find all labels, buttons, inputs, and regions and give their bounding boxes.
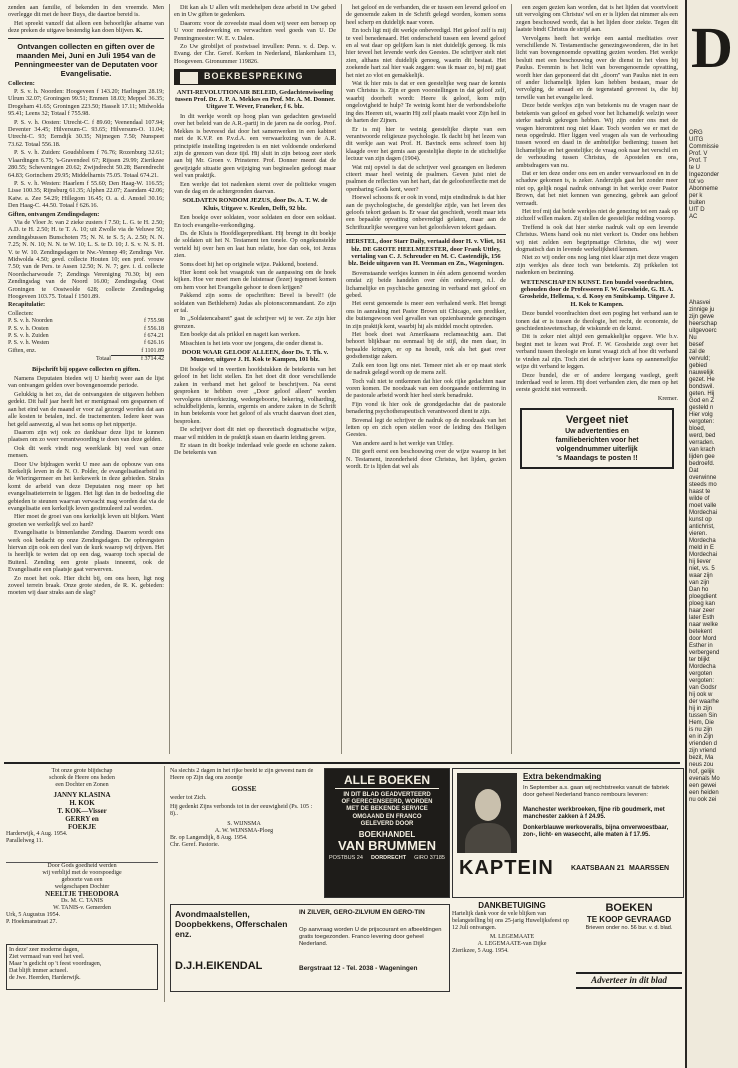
review-3-cont-paragraph-5: Wat mij opviel is dat de schrijver veel gezangen en liederen citeert maar heel weinig de psalmen. Geven juist niet de psalmen de reflecties van het hart, dat de geloofsreflectie met de openbaring Gods kent, weer? xyxy=(346,163,506,193)
column-2 xyxy=(174,4,336,754)
recap-table xyxy=(8,318,164,363)
edge-line-69: evenals Mo xyxy=(689,776,720,782)
recap-value-cell: f 626.16 xyxy=(144,340,164,347)
edge-word-7: Ingezonder xyxy=(689,172,720,178)
edge-line-12: gezet. He xyxy=(689,377,715,383)
edge-line-17: Hier volg xyxy=(689,412,713,418)
edge-line-45: haar zeer xyxy=(689,608,715,614)
recap-row xyxy=(8,348,164,356)
column-rule xyxy=(169,4,170,754)
review-3-cont-paragraph-6: Hoewel schoons ik er ook in vond, mijn eindindruk is dat hier aan de psychologische, de geestelijke zijde, van het leven des geloofs tekort gedaan is. Er waar dat geschiedt, wordt maar iets een bepaalde opvatting onbevredigd gelaten, maar aan de Schriftuurlijke weergave van het geloofsleven tekort gedaan. xyxy=(346,194,506,231)
review-3-cont-paragraph-4: Er is mij hier te weinig geestelijke diepte van een verantwoorde religieuze psychologie. Ik dacht bij het lezen van dit werkje aan wat Prof. H. Bavinck eens schreef toen hij klaagde over het gemis aan geestelijke diepte in de stichtelijke lectuur van zijn dagen (1904). xyxy=(346,125,506,163)
edge-word-1: ORG xyxy=(689,130,703,136)
edge-line-10: gebied xyxy=(689,363,708,369)
edge-line-11: nauwelijk xyxy=(689,370,714,376)
edge-line-6: Nu xyxy=(689,335,697,341)
edge-word-9: Abonneme xyxy=(689,186,719,192)
birth-2-line-3: geboorte van een xyxy=(61,877,103,883)
death-ad-wijnsma: Na slechts 2 dagen in het rijke beeld te zijn geweest nam de Heere op Zijn dag ons zoontje GOSSE weder tot Zich. Hij gedenkt Zijns verbonds tot in der eeuwigheid (Ps. 105 : 8).. S. WIJNSMA A. W. WIJNSMA-Ploeg Br. op Langendijk, 8 Aug. 1954. Chr. Geref. Pastorie. xyxy=(170,768,318,900)
birth-1-name-5: FOEKJE xyxy=(67,823,96,831)
birth-2-line-1: Door Gods goedheid werden xyxy=(47,863,117,869)
boeken-gevraagd-ad: BOEKEN TE KOOP GEVRAAGD Brieven onder no. 56 bur. v. d. blad. xyxy=(585,902,673,931)
edge-line-38: hij liever xyxy=(689,559,712,565)
review-2-paragraph-3: Soms doet hij het op originele wijze. Pakkend, boeiend. xyxy=(180,260,318,268)
intro-text-2: Het spreekt vanzelf dat alleen een behoorlijke afname van deze preken de uitgave bestendig kan doen blijven. K. xyxy=(8,19,164,35)
recap-label-cell: P. S. v. h. Oosten xyxy=(8,325,49,332)
column-rule xyxy=(511,4,512,754)
review-4-body xyxy=(346,270,506,471)
edge-line-41: van zijn xyxy=(689,580,710,586)
death-signature-1: S. WIJNSMA xyxy=(227,821,261,827)
review-2-paragraph-4: Hier komt ook het vraagstuk van de aanpassing om de hoek kijken. Hoe ver moet men de luisteraar (lezer) tegemoet komen om hem voor het Evangelie gehoor te doen krijgen? xyxy=(174,269,336,291)
review-4-paragraph-6: Fijn vond ik hier ook de grondgedachte dat de pastorale benadering psychotherapeutisch verantwoord dient te zijn. xyxy=(346,400,506,416)
column-3 xyxy=(346,4,506,754)
edge-line-7: besef xyxy=(689,342,704,348)
edge-line-33: antichrist, xyxy=(689,524,715,530)
edge-line-21: verraden. xyxy=(689,440,715,446)
edge-line-51: verbergend xyxy=(689,650,720,656)
bijschrift-paragraph-7: Evangelisatie is binnenlandse Zending. Daarom wordt ons werk ook bedacht op onze Zendingsdagen. De opbrengsten hiervan zijn ook een deel van de kurk waarop wij drijven. Het is heerlijk te weten dat op een dag, waarop toch special de Buitenl. Zending een grote plaats inneemt, ook de Evangelisatie een plaatsje gaat verwerven. xyxy=(8,529,164,574)
edge-line-36: meld in E xyxy=(689,545,715,551)
review-2-body xyxy=(174,214,336,347)
van-brummen-ad: ALLE BOEKEN IN DIT BLAD GEADVERTEERD OF GERECENSEERD, WORDEN MET DE BEKENDE SERVICE OMGAAND EN FRANCO GELEVERD DOOR BOEKHANDEL VAN BRUMMEN POSTBUS 24 DORDRECHT GIRO 37185 xyxy=(324,768,450,898)
bijschrift-paragraph-2: Gelukkig is het zo, dat de ontvangsten de uitgaven hebben gedekt. Dit half jaar heeft het er menigmaal om gespannen of aan het eind van de maand er voor zal gezorgd worden dat aan alle kosten te betalen, incl. de tractementen. Iedere keer was het geld aanwezig, al was het soms op het nippertje. xyxy=(8,390,164,428)
collecten-noorden: P. S. v. h. Noorden: Hoogeveen f 143.20; Harlingen 28.19; Ulrum 32.07; Groningen 99.51; Emmen 18.03; Meppel 36.35; Drogeham 41.65; Groningen 223.50; Hasselt 17.11; Midwolda 95.41; Leens 32; Totaal f 755.98. xyxy=(8,88,164,118)
review-signature: Kremer. xyxy=(657,394,678,402)
review-3-paragraph-2: De schrijver doet dit niet op theoretisch dogmatische wijze, maar wil midden in de praktijk staan en daarin leiding geven. xyxy=(174,426,336,441)
recap-label-cell: P. S. v. h. Noorden xyxy=(8,318,53,325)
edge-line-26: overwinne xyxy=(689,475,717,481)
review-3-cont-paragraph-2: En toch ligt mij dit werkje onbevredigd. Het geloof zelf is mij te veel benedenaard. Het onderscheid tussen een levend geloof en al wat daar op gelijken kan is niet duidelijk genoeg. Ik mis hier teveel het levende werk des Geestes. De schrijver stelt niet zien, althans niet duidelijk genoeg, waarin dit bestaat. Het zoekende hart zal hier vaak zeggen: was ik maar zo, bij mij gaat het niet zo vlot en gemakkelijk. xyxy=(346,27,506,79)
vergeet-line-4: 's Maandags te posten !! xyxy=(556,455,638,463)
edge-line-39: niet, vs. 5 xyxy=(689,566,715,572)
recap-row xyxy=(8,318,164,325)
recap-sub: Collecten: xyxy=(8,309,34,317)
birth-1-name-2: H. KOK xyxy=(69,799,95,807)
brummen-line-5: GELEVERD DOOR xyxy=(360,820,414,827)
edge-line-64: vrienden d xyxy=(689,741,718,747)
edge-word-10: per k xyxy=(689,193,703,199)
review-2-paragraph-1: Een boekje over soldaten, voor soldaten en door een soldaat. En toch evangelie-verkondiging. xyxy=(174,214,336,229)
edge-line-5: uitgevoerc xyxy=(689,328,717,334)
review-4-cont-paragraph-2: Vervolgens heeft het werkje een aantal meditaties over verschillende N. Testamentische genezingswonderen, die in het licht van bovengenoemde opvatting gezien worden. Het werkje besluit met een beschouwing over de dienst in het vlees bij Paulus. Evenmin is het licht van bovengenoemde opvatting, wordt hier dan geponeerd dat dit ,,doorn'' van Paulus niet in een of ander lichamelijk lijden kan hebben bestaan, maar de vervolging, de smaad en de tegenstand gevreest is, die hij terwille van het evangelie leed. xyxy=(516,34,678,101)
vergeet-line-1: Uw advertenties en xyxy=(565,428,629,436)
review-4-paragraph-8: Van andere aard is het werkje van Uttley. xyxy=(352,439,454,447)
review-1-paragraph-1: In dit werkje wordt op hoog plan van gedachten gewisseld over het beleid van de A.R.-partij in de jaren na de oorlog. Prof. Mekkes is bevreesd dat door het samenwerken in een kabinet met de K.V.P. en P.v.d.A. een verwaarlozing van de A.R. principiële instelling ingetreden is en niet voldoende onderkend zijn de grenzen van deze tijd. Hij sluit in zijn betoog zeer sterk aan bij Mr. Groen v. Prinsterer. Prof. Donner meent dat de gewijzigde situatie geen wijziging van beginselen gedoogt maar wel van praktijk. xyxy=(174,112,336,180)
advertisement-area xyxy=(0,762,685,1068)
bijschrift-body xyxy=(8,375,164,597)
edge-word-4: Prof. V xyxy=(689,151,708,157)
birth-1-name-1: JANNY KLASINA xyxy=(53,791,111,799)
birth-2-parent-1: Ds. M. C. TANIS xyxy=(60,898,104,904)
recap-label: Recapitulatie: xyxy=(8,301,46,309)
review-4-cont-paragraph-7: Niet zo wij onder ons nog lang niet klaar zijn met deze vragen zijn werkjes als deze toch van betekenis. Zij prikkelen tot nadenken en bezinning. xyxy=(516,254,678,277)
review-3-continued xyxy=(346,4,506,231)
edge-line-47: naar welke xyxy=(689,622,719,628)
edge-line-52: ter blijkt xyxy=(689,657,710,663)
edge-line-20: werd, bed xyxy=(689,433,716,439)
review-2-paragraph-7: Een boekje dat als prikkel en nageit kan werken. xyxy=(180,331,301,339)
review-2-heading: SOLDATEN RONDOM JEZUS, door Ds. A. T. W. de Kluis, Uitgave v. Keulen, Delft, 92 blz. xyxy=(182,197,328,212)
divider xyxy=(346,234,506,235)
review-2-paragraph-8: Misschien is het iets voor uw jongens, die onder dienst is. xyxy=(180,339,323,347)
adverteer-slogan: Adverteer in dit blad xyxy=(576,972,682,989)
edge-line-29: wilde of xyxy=(689,496,710,502)
edge-line-70: een gewei xyxy=(689,783,717,789)
review-5-heading: WETENSCHAP EN KUNST. Een bundel voordrachten, gehouden door de Professoren F. W. Grosheide, G. H. A. Grosheide, Hellema, v. d. Kooy en Smitskamp. Uitgave J. H. Kok te Kampen. xyxy=(519,278,675,308)
edge-line-43: ploegdient xyxy=(689,594,717,600)
column-4 xyxy=(516,4,678,754)
giften-text: Via de Vloer Jr. van 2 zieke zusters f 7.50; L. G. te H. 2.50; A.D. te H. 2.50; H. te T. A. 10; uit Zwolle via de Veluwe 50; zendingsbussen Bunschoten 75; N. N. te S. 5; A. 2.50; N. N. 7.25; N. N. 10; N. N. te W. 10; L. S. te D. 10; J. S. v. N. S. H. V. te W. 10. Zendingsdagen te Nw.-Vennep 49; Zendings Ver. Midwolda 4.50; gevd. collecte Houten 10; een prof. vrouw 7.50; van de Pers. te Assen 12.50; N. N. 7; gev. i. d. collecte Noordscharwoude 7; Zendings Vereniging 70.30; bij een Zendingsdag van de Noord 16.00; Zendingsdag Oost Groningen te Oostwolde 628; collecte Zendingsdag Hoogeveen 103.75. Totaal f 1501.89. xyxy=(8,218,164,300)
edge-word-2: UITG xyxy=(689,137,704,143)
review-4-paragraph-1: Bovenstaande werkjes kunnen in één adem genoemd worden omdat zij beide handelen over één onderwerp, n.l. de lichamelijke en psychische genezing in verband met geloof en gebed. xyxy=(346,269,506,300)
recap-label-cell: Giften, enz. xyxy=(8,348,37,355)
review-2-paragraph-5: Pakkend zijn soms de opschriften: Bevel is bevel!! (de soldaten van Bethlehem) Judas als plotonscommandant. Zo zijn er tal. xyxy=(174,292,336,315)
review-3-cont-paragraph-1: het geloof en de verbanden, die er tussen een levend geloof en de genoemde zaken in de Schrift gelegd worden, komen soms heel scherp en duidelijk naar voren. xyxy=(346,4,506,26)
bijschrift-paragraph-4: Ook dit werk vindt nog weerklank bij veel van onze mensen. xyxy=(8,444,164,460)
poem-ad xyxy=(6,944,158,990)
edge-line-67: neus zou xyxy=(689,762,714,768)
edge-line-63: en in Zijn xyxy=(689,734,714,740)
bijschrift-paragraph-8: Zo moet het ook. Hier dicht bij, om ons heen, ligt nog zoveel terrein braak. Onze grote steden, de R. K. gebieden: moeten wij daar straks aan de slag? xyxy=(8,574,164,597)
bijschrift-paragraph-6: Hier moet de groei van ons kerkelijk leven uit blijken. Want groeien we werkelijk wel zo hard? xyxy=(8,513,164,528)
bijschrift-paragraph-5: Door Uw bijdragen werkt U mee aan de opbouw van ons Kerkelijk leven in de N. O. Polder, de evangelisatiearbeid in de Wieringermeer en het kerkewerk in deze gebieden. Straks komt de arbeid van deze Deputaten nog meer op het evangelisatieterrein te liggen. Het ligt dan in de bedoeling die gebieden te steunen waarvan verwacht mag worden dat via de evangelisatie een kerkelijk leven gestimuleerd zal worden. xyxy=(8,460,164,512)
intro-text: zenden aan familie, of bekenden in den vreemde. Men overlegge dit met de heer Buys, die daartoe bereid is. xyxy=(8,4,164,19)
edge-line-37: Mordechai xyxy=(689,552,718,558)
collecten-zuiden: P. S. v. h. Zuiden: Goudsbloem f 76.76; Rozenburg 32.61; Vlaardingen 6.75; 's-Gravendeel 67; Rijssen 29.99; Zierikzee 280.55; Scheveningen 20.62; Zwijndrecht 50.28; Barendrecht 64.83; Gorinchem 29.95; Middelharnis 75.05. Totaal 674.21. xyxy=(8,149,164,179)
kaptein-ad: Extra bekendmaking In September a.s. gaan wij rechtstreeks vanuit de fabriek door geheel Nederland franco rembours leveren: Manchester werkbroeken, fijne rib goudmerk, met manchester zakken à f 24.95. Donkerblauwe werkoveralls, bijna onverwoestbaar, zon-, licht- en waseccht, alle maten à f 17.95. KAPTEIN KAATSBAAN 21 MAARSSEN xyxy=(452,768,684,898)
poem-line-5: de Jwe. Heerden, Harderwijk. xyxy=(9,975,81,981)
edge-line-49: door Mord xyxy=(689,636,717,642)
recap-value-cell: f 755.98 xyxy=(144,318,164,325)
divider xyxy=(4,762,680,764)
edge-word-6: te U xyxy=(689,165,701,171)
edge-line-56: van Godsr xyxy=(689,685,717,691)
recap-label-cell: P. S. v. h. Westen xyxy=(8,340,50,347)
kaptein-item-1: Manchester werkbroeken, fijne rib goudmerk, met manchester zakken à f 24.95. xyxy=(523,807,665,820)
edge-line-28: haast te xyxy=(689,489,711,495)
birth-ad-tanis: Door Gods goedheid werden wij verblijd met de voorspoedige geboorte van een welgeschapen Dochter NEELTJE THEODORA Ds. M. C. TANIS W. TANIS-v. Gemerden Urk, 5 Augustus 1954. P. Hoekmanstraat 27. xyxy=(6,862,158,943)
adjacent-page-edge: D ORG UITG Commissie Prof. V Prof. T te U Ingezonder tot vo Abonneme per k buiten UIT D AC Ahasvei zinnige ju zijn gewe heerschap uitgevoerc Nu besef zal de vervuld; gebied nauwelijk gezet. He bondswil. geten. Hij God en Z gesteld n Hier volg vergoten: bloed, werd, bed verraden. van krach lijden gee bedroefd. Dat overwinne steeds mo haast te wilde of moet valle Mordechai kunst op antichrist, vieren. Mordecha meld in E Mordechai hij liever niet, vs. 5 waar zijn van zijn Dan ho ploegdient ploeg kan haar zeer later Esth naar welke betekent door Mord Esther in verbergend ter blijkt Mordecha vergoten vergoten: van Godsr hij ook w der waarhe hij in zijn tussen Sin Hem, Die is nu zijn en in Zijn vrienden d zijn vriend bezit, Ma neus zou hof, gelijk evenals Mo een gewei een heiden nu ook zei xyxy=(685,0,738,1068)
edge-line-55: vergoten: xyxy=(689,678,715,684)
edge-word-13: AC xyxy=(689,214,698,220)
review-4-cont-paragraph-4: Dat er ten deze onder ons een en ander verwaarloosd en in de schaduw gekomen is, is zeker. Anderzijds gaat het zonder meer niet op, gelijk nogal nadruk ontvangt in het werkje over Pastor Brown, dat het niet kennen van genezing, gebrek aan geloof verraadt. xyxy=(516,169,678,207)
review-4-paragraph-7: Bovenal legt de schrijver de nadruk op de noodzaak van het letten op en zich open stellen voor de leiding des Heiligen Geestes. xyxy=(346,416,506,439)
giften-label: Giften, ontvangen Zendingsdagen: xyxy=(8,210,100,218)
edge-line-1: Ahasvei xyxy=(689,300,711,306)
review-1-heading: ANTI-REVOLUTIONAIR BELEID, Gedachtenwisseling tussen Prof. Dr. J. P. A. Mekkes en Prof. Mr. A. M. Donner. Uitgave T. Wever, Franeker, f 6. blz. xyxy=(175,88,335,111)
edge-line-44: ploeg kan xyxy=(689,601,716,607)
edge-word-12: UIT D xyxy=(689,207,705,213)
recap-row xyxy=(8,340,164,347)
edge-line-42: Dan ho xyxy=(689,587,709,593)
edge-line-68: hof, gelijk xyxy=(689,769,715,775)
edge-line-57: hij ook w xyxy=(689,692,713,698)
bijschrift-paragraph-3: Daarom zijn wij ook zo dankbaar deze lijst te kunnen plaatsen om zo weer verantwoording te doen van deze gelden. xyxy=(8,428,164,444)
collecten-heading: Ontvangen collecten en giften over de maanden Mei, Juni en Juli 1954 van de Penningmeester van de Deputaten voor Evangelisatie. xyxy=(14,41,158,78)
edge-line-23: lijden gee xyxy=(689,454,715,460)
column-rule xyxy=(341,4,342,754)
birth-1-name-3: T. KOK—Visser xyxy=(57,807,107,815)
review-4-paragraph-4: Zulk een toon ligt ons niet. Temeer niet als er op maat sterk de nadruk gelegd wordt op de mens zelf. xyxy=(346,361,506,377)
edge-line-48: betekent xyxy=(689,629,713,635)
edge-line-18: vergoten: xyxy=(689,419,715,425)
recap-row xyxy=(8,333,164,340)
edge-line-53: Mordecha xyxy=(689,664,716,670)
edge-word-5: Prof. T xyxy=(689,158,707,164)
edge-line-34: vieren. xyxy=(689,531,708,537)
edge-line-22: van krach xyxy=(689,447,716,453)
edge-line-35: Mordecha xyxy=(689,538,716,544)
kaptein-item-2: Donkerblauwe werkoveralls, bijna onverwoestbaar, zon-, licht- en waseccht, alle maten à f 17.95. xyxy=(523,825,669,838)
collecten-oosten: P. S. v. h. Oosten: Utrecht-C. f 89.60; Veenendaal 107.94; Deventer 34.45; Hilversum-C. 93.65; Hilversum-O. 11.04; Utrecht-C. 93; Eemdijk 30.35; Nijmegen 7.50; Nunspeet 73.62. Totaal 556.18. xyxy=(8,118,164,148)
edge-line-54: vergoten xyxy=(689,671,713,677)
review-4-cont-paragraph-1: een zegen gezien kan worden, dat is het lijden dat voortvloeit uit vervolging om Christus' wil en er is lijden dat nimmer als een zegen beschouwd wordt, dat is het lijden door ziekte. Tegen dit laatste bindt Christus de strijd aan. xyxy=(516,4,678,34)
review-5-paragraph-2: Dit is zeker niet altijd een gemakkelijke opgave. Wie b.v. begint met te lezen wat Prof. F. W. Grosheide zegt over het verband tussen theologie en kunst vraagt zich af hoe dit verband te vinden zal zijn. Toch ziet de schrijver kans op aannemelijke wijze dit verband te leggen. xyxy=(516,333,678,371)
dankbetuiging-ad: DANKBETUIGING Hartelijk dank voor de vele blijken van belangstelling bij ons 25-jarig Huwelijksfeest op 12 Juli ontvangen. M. LEGEMAATE A. LEGEMAATE-van Dijke Zierikzee, 5 Aug. 1954. xyxy=(452,902,572,990)
review-3-cont-paragraph-3: Wat ik hier mis is dat er een geestelijke weg naar de kennis van Christus is. Zijn er geen voorstellingen in dat geloof zelf, waarbij doorheft wordt: Heere ik geloof, kom mijn ongelovigheid te hulp? Te weinig komt hier de verbondsbelofte ing des Heeren uit, waarin Hij zelf plaats maakt voor Zijn heil in de harten der Zijnen. xyxy=(346,80,506,125)
edge-line-61: Hem, Die xyxy=(689,720,715,726)
edge-line-30: moet valle xyxy=(689,503,717,509)
review-4-paragraph-5: Toch valt niet te ontkennen dat hier ook rijke gedachten naar voren komen. De noodzaak van een doorgaande ontferming in de pastorale arbeid wordt hier heel sterk benadrukt. xyxy=(346,377,506,400)
poem-line-3: Maar 'n gedicht op 't feest voordragen, xyxy=(9,961,102,967)
review-4-heading: HERSTEL, door Starr Daily, vertaald door H. v. Vliet, 161 blz. DE GROTE HEELMEESTER, door Frank Uttley, vertaling van C. J. Schreuder en M. C. Castendijk, 156 blz. Beide uitgaven van H. Veenman en Zn., Wageningen. xyxy=(346,238,506,268)
recap-value-cell: f 674.21 xyxy=(144,333,164,340)
review-1-body xyxy=(174,113,336,195)
edge-line-71: een heiden xyxy=(689,790,719,796)
divider xyxy=(8,38,164,39)
review-4-cont-paragraph-5: Het trof mij dat beide werkjes niet de genezing tot een zaak op zichzelf willen maken. Zij stellen de geestelijke redding voorop. xyxy=(516,207,678,223)
review-4-cont-paragraph-6: Treffend is ook dat hier sterke nadruk valt op een levende Christus. Wiens hand ook nu niet verkort is. Onder ons hebben wij niet zelden een begripmatige Christus, die wij weer dogmatisch dan in levende werkelijkheid kennen. xyxy=(516,223,678,253)
poem-line-2: Ziet vermaad van veel het veel. xyxy=(9,954,85,960)
recap-label-cell: P. S. v. h. Zuiden xyxy=(8,333,49,340)
review-3-body xyxy=(174,366,336,457)
birth-1-line-3: een Dochter en Zonen xyxy=(55,782,109,788)
column-rule xyxy=(164,766,165,1002)
col2-p1: Dit kan als U allen wilt medehelpen deze arbeid in Uw gebed en in Uw giften te gedenken. xyxy=(174,4,336,19)
col2-p3: Zo Uw girobiljet of postwissel invullen: Penn. v. d. Dep. v. Evang. der Chr. Geref. Kerken in Nederland, Blankenham 13, Hoogeveen. Gironummer 119826. xyxy=(174,43,336,65)
brummen-line-4: OMGAAND EN FRANCO xyxy=(352,813,422,820)
brummen-line-1: IN DIT BLAD GEADVERTEERD xyxy=(343,792,431,798)
vergeet-line-2: familieberichten voor het xyxy=(555,437,639,445)
collecten-westen: P. S. v. h. Westen: Haarlem f 55.60; Den Haag-W. 116.55; Lisse 100.35; Rijnsburg 61.35; Alphen 22.07; Zaandam 42.06; Katw. a. Zee 54.29; Hillegom 16.45; O. a. d. Amstel 30.16; Den Haag-C. 44.50. Totaal f 626.16. xyxy=(8,179,164,210)
edge-line-32: kunst op xyxy=(689,517,712,523)
review-1-paragraph-2: Een werkje dat tot nadenken stemt over de politieke vragen van de dag en de achtergronden daarvan. xyxy=(174,180,336,195)
review-4-cont-paragraph-3: Deze beide werkjes zijn van betekenis nu de vragen naar de betekenis van geloof en gebed voor het lichamelijk welzijn weer sterke nadruk gekregen hebben. Wij zijn onder ons met de vragen hieromtrent nog niet klaar. Toch worden we er met de neus opgedrukt. Hier liggen veel vragen als van de verhouding tussen woord en daad in de ambtelijke bediening; tussen het lichamelijke en het geestelijke; de vraag ook naar het verschil en de verhouding tussen Christus, de Apostelen en ons, ambtsdragers van nu. xyxy=(516,102,678,169)
birth-2-line-2: wij verblijd met de voorspoedige xyxy=(42,870,122,876)
review-4-continued xyxy=(516,4,678,277)
brummen-line-3: MET DE BEKENDE SERVICE xyxy=(346,806,428,813)
recap-value-cell: f 1101.89 xyxy=(141,347,164,354)
column-1 xyxy=(8,4,164,754)
edge-line-13: bondswil. xyxy=(689,384,715,390)
edge-line-15: God en Z xyxy=(689,398,715,404)
birth-1-name-4: GERRY en xyxy=(65,815,99,823)
bijschrift-paragraph-1: Namens Deputaten bieden wij U hierbij weer aan de lijst van ontvangen gelden over bovengenoemde periode. xyxy=(8,375,164,390)
edge-line-24: bedroefd. xyxy=(689,461,715,467)
portrait-photo xyxy=(457,773,517,853)
birth-ad-kok: Tot onze grote blijdschap schonk de Heere ons heden een Dochter en Zonen JANNY KLASINA H. KOK T. KOK—Visser GERRY en FOEKJE Harderwijk, 4 Aug. 1954. Parallelweg 11. xyxy=(6,768,158,860)
review-5-paragraph-1: Deze bundel voordrachten doet een poging het verband aan te tonen dat er is tussen de theologie, het recht, de economie, de geschiedeniswetenschap, de wiskunde en de kunst. xyxy=(516,310,678,333)
bijschrift-heading: Bijschrift bij opgave collecten en giften. xyxy=(32,365,140,373)
edge-line-59: hij in zijn xyxy=(689,706,713,712)
edge-line-27: steeds mo xyxy=(689,482,717,488)
edge-line-31: Mordechai xyxy=(689,510,718,516)
edge-line-62: is nu zijn xyxy=(689,727,713,733)
edge-line-9: vervuld; xyxy=(689,356,711,362)
edge-line-50: Esther in xyxy=(689,643,713,649)
dank-signature-1: M. LEGEMAATE xyxy=(489,934,535,940)
brummen-line-2: OF GERECENSEERD, WORDEN xyxy=(341,799,433,806)
poem-line-1: In deze' zeer moderne dagen, xyxy=(9,947,79,953)
edge-line-65: zijn vriend xyxy=(689,748,717,754)
vergeet-niet-box: Vergeet niet Uw advertenties en familieberichten voor het volgendnummer uiterlijk 's Maandags te posten !! xyxy=(520,408,674,469)
edge-line-46: later Esth xyxy=(689,615,715,621)
dank-signature-2: A. LEGEMAATE-van Dijke xyxy=(477,941,547,947)
edge-line-14: geten. Hij xyxy=(689,391,715,397)
edge-line-16: gesteld n xyxy=(689,405,714,411)
edge-line-4: heerschap xyxy=(689,321,718,327)
poem-line-4: Dat blijft immer actueel. xyxy=(9,968,68,974)
edge-line-60: tussen Sin xyxy=(689,713,718,719)
review-3-paragraph-1: Dit boekje wil in veertien hoofdstukken de betekenis van het geloof in het licht stellen. En het doet dit door verschillende zaken in verband met het geloof te beschrijven. Na eerst gesproken te hebben over ,,Door geloof alleen'' worden vervolgens uitverkiezing, wedergeboorte, bekering, volharding, schuldbelijdenis, kennis, ergernis en andere zaken in de Schrift in hun betekenis voor het geloof of als vrucht daarvan doet zien, besproken. xyxy=(174,365,336,425)
col2-p2: Daarom: voor de zoveelste maal doen wij weer een beroep op U voor medewerking en verwachten veel goeds van U. De Penningmeester: W. E. v. Dalen. xyxy=(174,19,336,42)
boekbespreking-banner: BOEKBESPREKING xyxy=(174,69,336,84)
edge-line-8: zal de xyxy=(689,349,706,355)
review-2-paragraph-2: Ds. de Kluis is Hoofdlegerpredikant. Hij brengt in dit boekje de soldaten uit het N. Testament ten tonele. Op ongekunstelde verteld hij over hen en laat hun relatie, hoe dan ook, tot Jezus zien. xyxy=(174,229,336,260)
vergeet-line-3: volgendnummer uiterlijk xyxy=(556,446,638,454)
review-5-body xyxy=(516,310,678,393)
birth-2-line-4: welgeschapen Dochter xyxy=(54,884,110,890)
review-3-heading: DOOR WAAR GELOOF ALLEEN, door Ds. T. Th. v. Munster, uitgave J. H. Kok te Kampen, 101 blz. xyxy=(181,349,329,364)
edge-line-58: der waarhe xyxy=(689,699,720,705)
collecten-label: Collecten: xyxy=(8,79,35,87)
book-icon xyxy=(180,72,198,84)
review-4-paragraph-9: Dit geeft eerst een beschouwing over de wijze waarop in het N. Testament, inzonderheid door Christus, het lijden, gezien wordt. Er is lijden dat wel als xyxy=(346,448,506,470)
edge-line-19: bloed, xyxy=(689,426,706,432)
edge-line-25: Dat xyxy=(689,468,699,474)
eikendal-ad: Avondmaalstellen, Doopbekkens, Offerschalen enz. IN ZILVER, GERO-ZILVIUM EN GERO-TIN Op aanvraag worden U de prijscourant en afbeeldingen gratis toegezonden. Franco levering door geheel Nederland. D.J.H.EIKENDAL Bergstraat 12 - Tel. 2038 - Wageningen xyxy=(170,904,450,992)
edge-line-3: zijn gewe xyxy=(689,314,715,320)
edge-word-3: Commissie xyxy=(689,144,719,150)
edge-line-72: nu ook zei xyxy=(689,797,717,803)
birth-2-parent-2: W. TANIS-v. Gemerden xyxy=(53,905,111,911)
recap-total-row: Totaal f 3714.42 xyxy=(96,356,164,363)
recap-value-cell: f 556.18 xyxy=(144,325,164,332)
review-4-paragraph-2: Het eerst genoemde is meer een verhalend werk. Het brengt ons in aanraking met Pastor Brown uit Chicago, een prediker, die buitengewoon veel gevallen van opzienbarende genezingen in zijn praktijk kent, waarbij hij als middel mocht optreden. xyxy=(346,300,506,330)
birth-1-line-2: schonk de Heere ons heden xyxy=(49,775,115,781)
review-4-paragraph-3: Het boek doet wat Amerikaans reclameachtig aan. Dat behoort blijkbaar nu eenmaal bij de stijl, die men daar, in bepaalde kringen, er op na houdt, ook als het gaat over godsdienstige zaken. xyxy=(346,331,506,361)
edge-word-8: tot vo xyxy=(689,179,704,185)
edge-line-2: zinnige ju xyxy=(689,307,715,313)
recap-row xyxy=(8,326,164,333)
birth-1-line-1: Tot onze grote blijdschap xyxy=(51,768,113,774)
death-signature-2: A. W. WIJNSMA-Ploeg xyxy=(214,828,274,834)
edge-word-11: buiten xyxy=(689,200,706,206)
review-5-paragraph-3: Deze bundel, die er of andere leergang vastlegt, geeft inderdaad veel te leren. Hij doet verbanden zien, die men op het eerste gezicht niet vermoedt. xyxy=(516,371,678,394)
edge-line-40: waar zijn xyxy=(689,573,713,579)
review-3-paragraph-3: Er staan in dit boekje inderdaad vele goede en schone zaken. De betekenis van xyxy=(174,441,336,457)
review-2-paragraph-6: In ,,Soldatencabaret'' gaat de schrijver wij te ver. Ze zijn hier grenzen. xyxy=(174,315,336,330)
edge-line-66: bezit, Ma xyxy=(689,755,714,761)
